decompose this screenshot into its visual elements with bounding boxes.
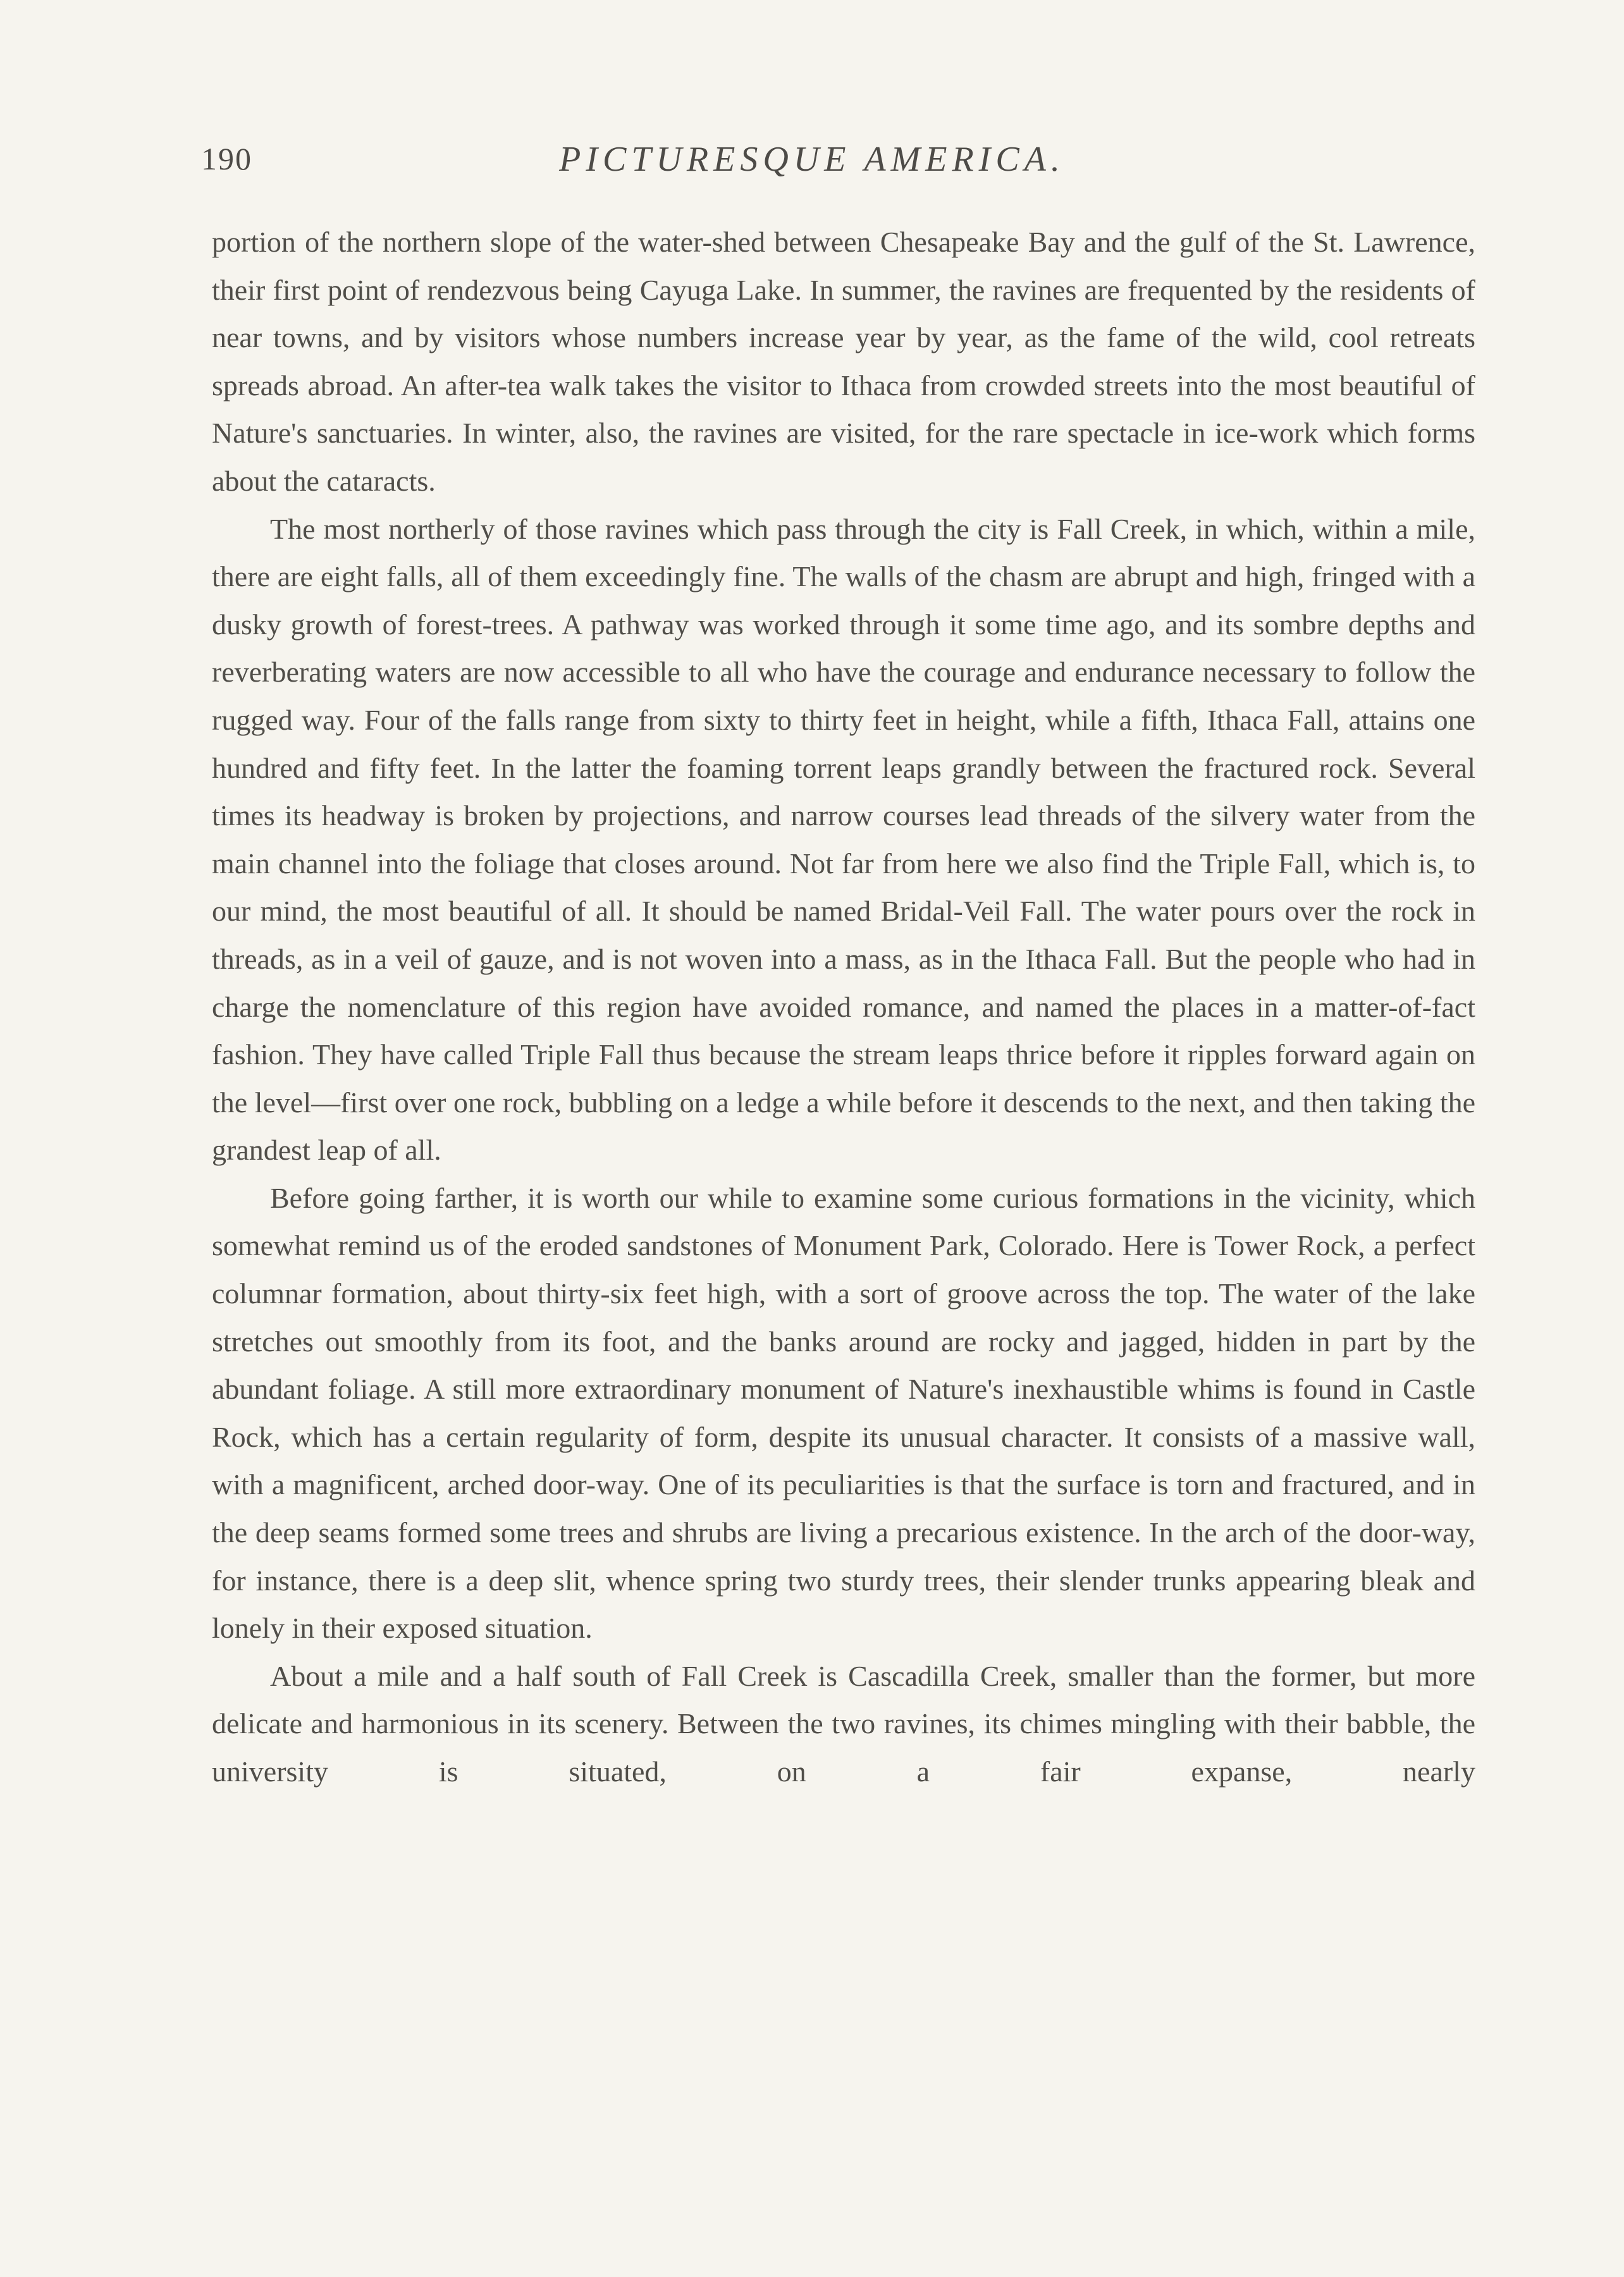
paragraph-continued: portion of the northern slope of the water-shed between Chesapeake Bay and the gulf of the St. Lawrence, their first point of rendezvous being Cayuga Lake. In summer, the ravines are frequented by the residents of near towns, and by visitors whose numbers increase year by year, as the fame of the wild, cool retreats spreads abroad. An after-tea walk takes the visitor to Ithaca from crowded streets into the most beautiful of Nature's sanctuaries. In winter, also, the ravines are visited, for the rare spectacle in ice-work which forms about the cataracts.	[212, 226, 1475, 497]
paragraph-formations: Before going farther, it is worth our while to examine some curious formations in the vicinity, which somewhat remind us of the eroded sandstones of Monument Park, Colorado. Here is Tower Rock, a perfect columnar formation, about thirty-six feet high, with a sort of groove across the top. The water of the lake stretches out smoothly from its foot, and the banks around are rocky and jagged, hidden in part by the abundant foliage. A still more extraordinary monument of Nature's inexhaustible whims is found in Castle Rock, which has a certain regularity of form, despite its unusual character. It consists of a massive wall, with a magnificent, arched door-way. One of its peculiarities is that the surface is torn and fractured, and in the deep seams formed some trees and shrubs are living a precarious existence. In the arch of the door-way, for instance, there is a deep slit, whence spring two sturdy trees, their slender trunks appearing bleak and lonely in their exposed situation.	[212, 1181, 1475, 1645]
paragraph-fall-creek: The most northerly of those ravines which pass through the city is Fall Creek, in which, within a mile, there are eight falls, all of them exceedingly fine. The walls of the chasm are abrupt and high, fringed with a dusky growth of forest-trees. A pathway was worked through it some time ago, and its sombre depths and reverberating waters are now accessible to all who have the courage and endurance necessary to follow the rugged way. Four of the falls range from sixty to thirty feet in height, while a fifth, Ithaca Fall, attains one hundred and fifty feet. In the latter the foaming torrent leaps grandly between the fractured rock. Several times its headway is broken by projections, and narrow courses lead threads of the silvery water from the main channel into the foliage that closes around. Not far from here we also find the Triple Fall, which is, to our mind, the most beautiful of all. It should be named Bridal-Veil Fall. The water pours over the rock in threads, as in a veil of gauze, and is not woven into a mass, as in the Ithaca Fall. But the people who had in charge the nomenclature of this region have avoided romance, and named the places in a matter-of-fact fashion. They have called Triple Fall thus because the stream leaps thrice before it ripples forward again on the level—first over one rock, bubbling on a ledge a while before it descends to the next, and then taking the grandest leap of all.	[212, 512, 1475, 1167]
running-title: PICTURESQUE AMERICA.	[559, 140, 1065, 179]
paragraph-cascadilla-creek: About a mile and a half south of Fall Creek is Cascadilla Creek, smaller than the former, but more delicate and harmonious in its scenery. Between the two ravines, its chimes mingling with their babble, the university is situated, on a fair expanse, nearly	[212, 1659, 1475, 1788]
body-text	[212, 218, 1475, 1796]
page-number: 190	[201, 141, 252, 176]
